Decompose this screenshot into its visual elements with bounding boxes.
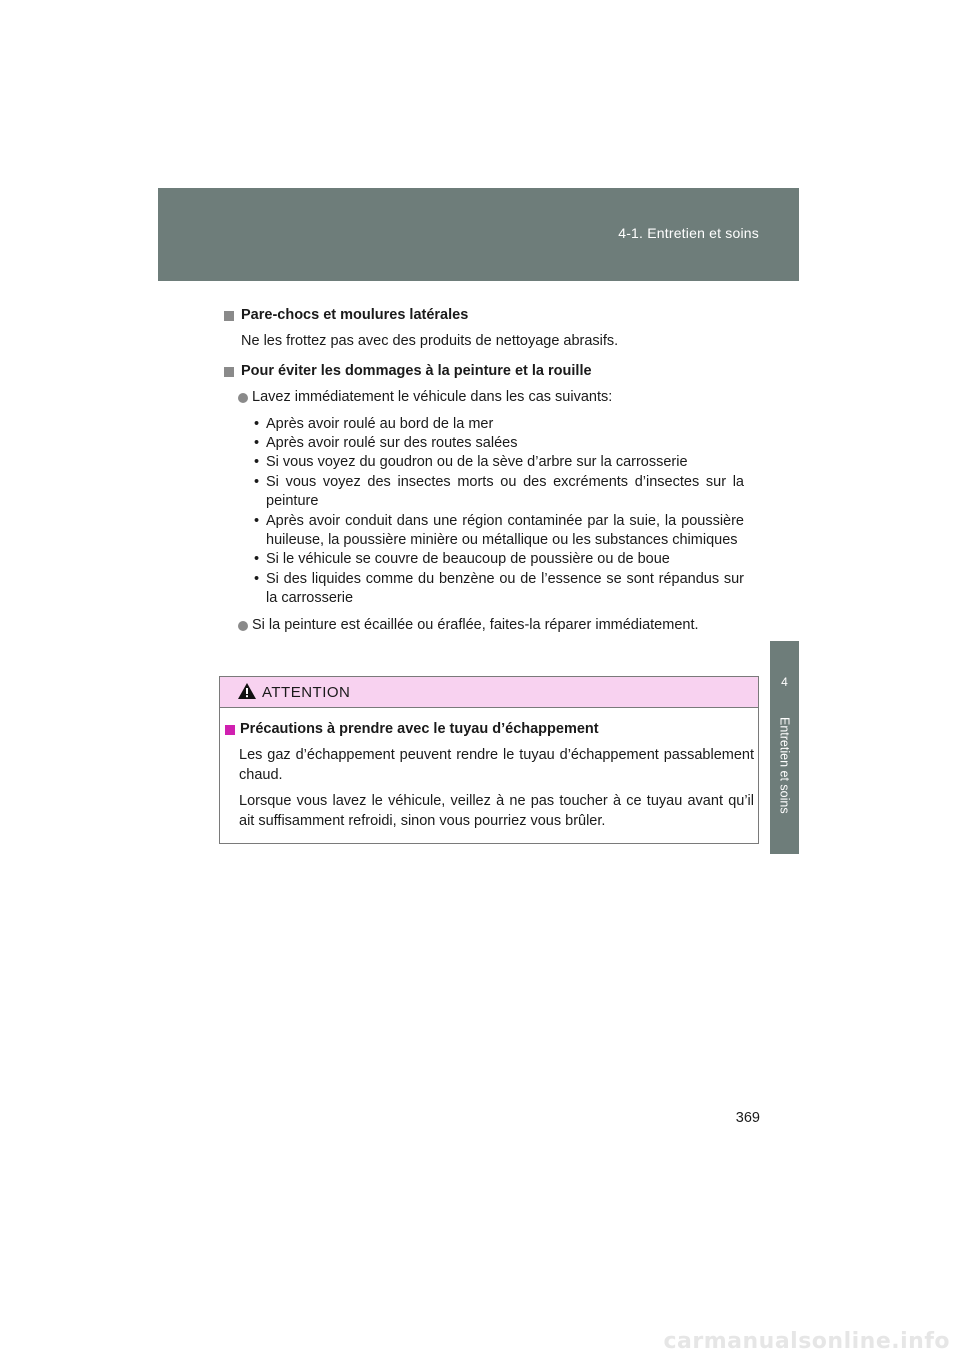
list-item: • Si vous voyez des insectes morts ou des excréments d’insectes sur la peinture: [254, 473, 744, 512]
square-bullet-icon: [224, 311, 234, 321]
section-heading-text: Pour éviter les dommages à la peinture et la rouille: [241, 362, 592, 379]
paint-item-wash: [224, 388, 744, 407]
attention-label: ATTENTION: [262, 684, 351, 701]
square-bullet-icon: [225, 725, 235, 735]
warning-triangle-icon: [237, 682, 257, 700]
attention-header: [220, 677, 758, 708]
list-item: • Si le véhicule se couvre de beaucoup de poussière ou de boue: [254, 550, 744, 569]
bumpers-text: Ne les frottez pas avec des produits de nettoyage abrasifs.: [241, 333, 619, 350]
chapter-number: 4: [781, 675, 788, 689]
attention-paragraph: Lorsque vous lavez le véhicule, veillez à ne pas toucher à ce tuyau avant qu’il ait suffisamment refroidi, sinon vous pourriez vous brûler.: [239, 793, 754, 829]
watermark-logo[interactable]: carmanualsonline.info: [663, 1329, 950, 1354]
attention-heading-text: Précautions à prendre avec le tuyau d’échappement: [240, 721, 599, 737]
attention-heading: [225, 720, 754, 739]
circle-bullet-icon: [238, 621, 248, 631]
paint-item-text: Si la peinture est écaillée ou éraflée, faites-la réparer immédiatement.: [252, 616, 699, 633]
list-item: • Après avoir roulé sur des routes salées: [254, 434, 744, 453]
watermark-bar: [0, 1326, 960, 1358]
section-heading-bumpers: [224, 306, 744, 325]
attention-box: [219, 676, 759, 844]
conditions-list: [224, 415, 744, 609]
header-band: [158, 188, 799, 281]
list-item: • Si vous voyez du goudron ou de la sève d’arbre sur la carrosserie: [254, 453, 744, 472]
page-number: 369: [735, 1110, 760, 1126]
square-bullet-icon: [224, 367, 234, 377]
paint-item-text: Lavez immédiatement le véhicule dans les cas suivants:: [252, 389, 613, 406]
list-item: • Après avoir conduit dans une région contaminée par la suie, la poussière huileuse, la poussière minière ou métallique ou les substances chimiques: [254, 512, 744, 551]
attention-paragraph: Les gaz d’échappement peuvent rendre le tuyau d’échappement passablement chaud.: [239, 747, 754, 783]
list-item: • Après avoir roulé au bord de la mer: [254, 415, 744, 434]
main-content: [224, 306, 744, 635]
section-title: 4-1. Entretien et soins: [618, 225, 759, 241]
chapter-tab[interactable]: [770, 641, 799, 854]
attention-body: [225, 720, 754, 831]
section-heading-text: Pare-chocs et moulures latérales: [241, 307, 469, 323]
chapter-label: Entretien et soins: [777, 717, 792, 814]
section-heading-paint: [224, 362, 744, 381]
circle-bullet-icon: [238, 393, 248, 403]
list-item: • Si des liquides comme du benzène ou de l’essence se sont répandus sur la carrosserie: [254, 570, 744, 609]
paint-item-repair: [224, 616, 744, 635]
